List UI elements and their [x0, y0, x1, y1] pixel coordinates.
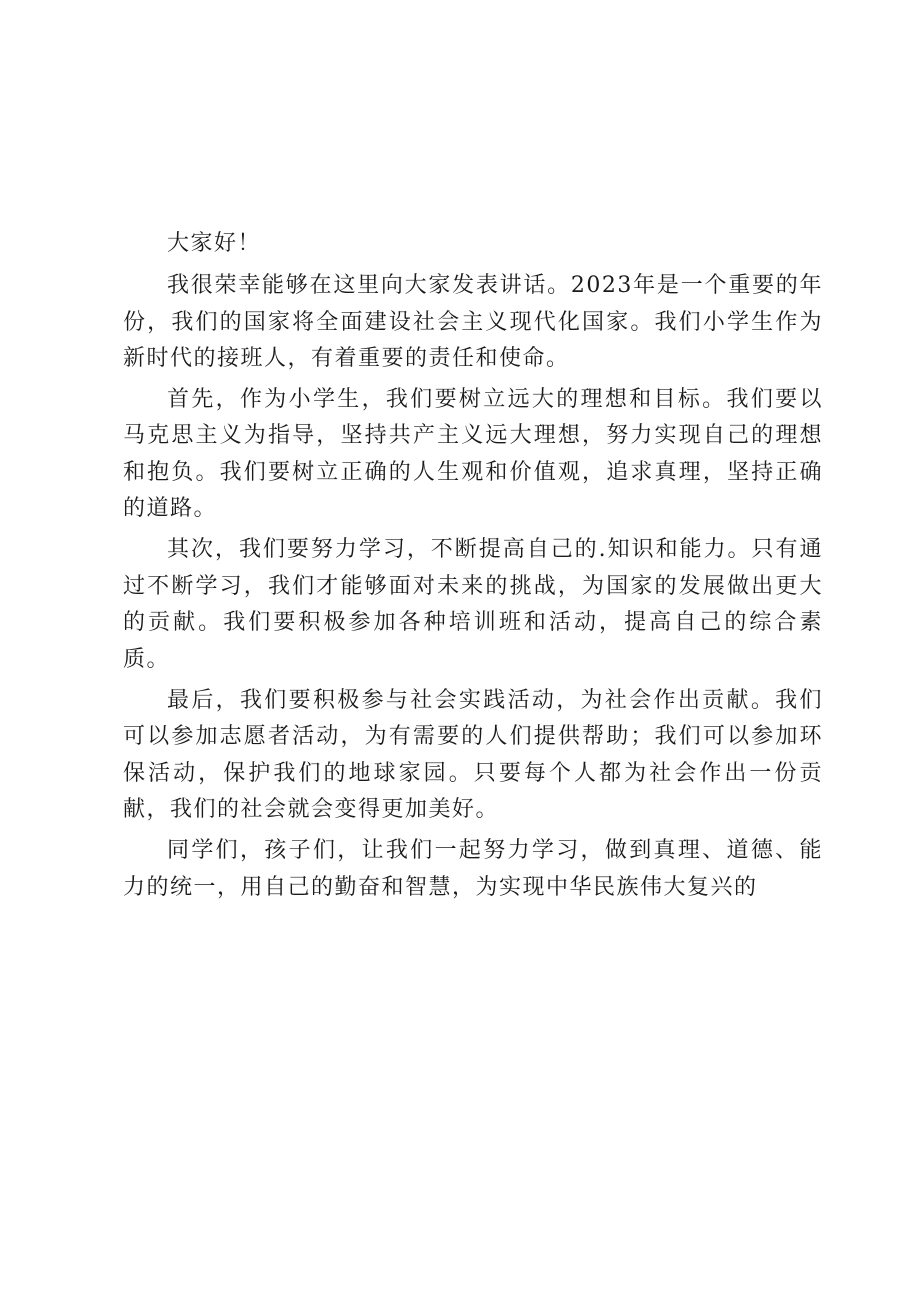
paragraph-closing: 同学们，孩子们，让我们一起努力学习，做到真理、道德、能力的统一，用自己的勤奋和智慧，为实现中华民族伟大复兴的: [123, 838, 823, 900]
paragraph-first: 首先，作为小学生，我们要树立远大的理想和目标。我们要以马克思主义为指导，坚持共产主义远大理想，努力实现自己的理想和抱负。我们要树立正确的人生观和价值观，追求真理，坚持正确的道路。: [123, 386, 823, 522]
paragraph-last: 最后，我们要积极参与社会实践活动，为社会作出贡献。我们可以参加志愿者活动，为有需要的人们提供帮助；我们可以参加环保活动，保护我们的地球家园。只要每个人都为社会作出一份贡献，我们的社会就会变得更加美好。: [123, 687, 823, 823]
paragraph-intro: 我很荣幸能够在这里向大家发表讲话。2023年是一个重要的年份，我们的国家将全面建设社会主义现代化国家。我们小学生作为新时代的接班人，有着重要的责任和使命。: [123, 273, 823, 371]
document-body: [123, 226, 823, 910]
paragraph-second: 其次，我们要努力学习，不断提高自己的.知识和能力。只有通过不断学习，我们才能够面对未来的挑战，为国家的发展做出更大的贡献。我们要积极参加各种培训班和活动，提高自己的综合素质。: [123, 537, 823, 672]
greeting: 大家好！: [167, 231, 262, 256]
